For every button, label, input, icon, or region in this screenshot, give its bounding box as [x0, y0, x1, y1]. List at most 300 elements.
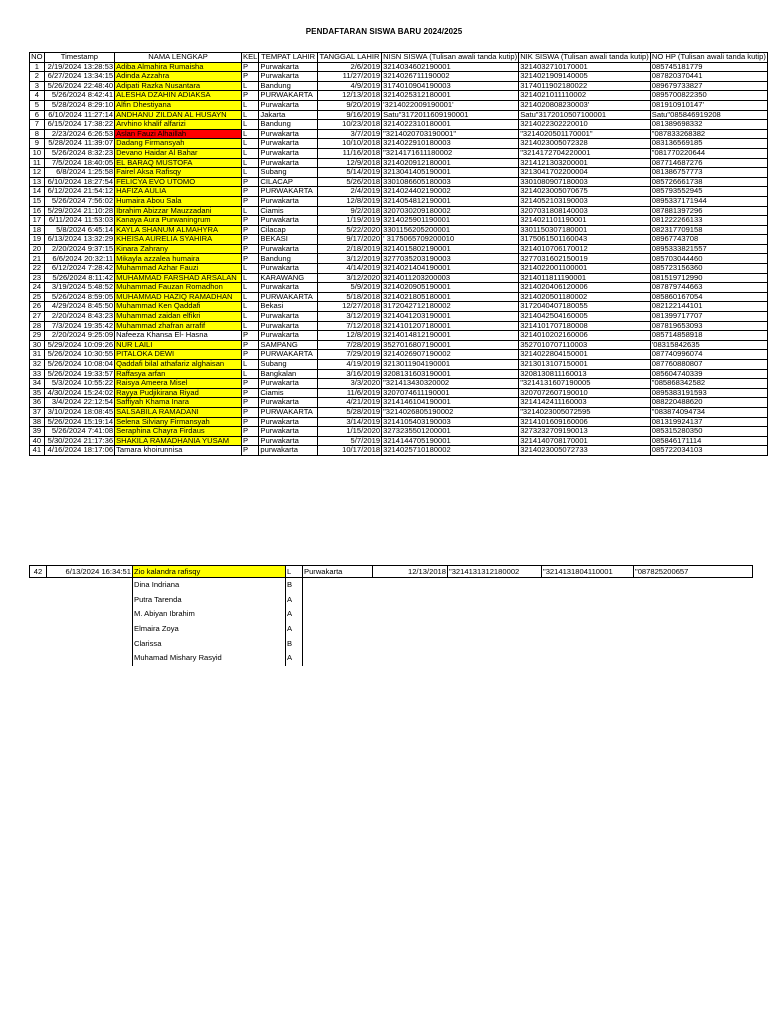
- cell-birthplace[interactable]: Bandung: [259, 120, 317, 130]
- cell-no[interactable]: 8: [30, 129, 45, 139]
- cell-nisn[interactable]: 3214014812190001: [382, 331, 519, 341]
- cell-birthdate[interactable]: 7/29/2019: [317, 350, 381, 360]
- cell-birthdate[interactable]: 5/22/2020: [317, 225, 381, 235]
- cell-no[interactable]: 1: [30, 62, 45, 72]
- cell-nisn[interactable]: 3214105403190003: [382, 417, 519, 427]
- cell-nisn[interactable]: Satu"3172011609190001: [382, 110, 519, 120]
- cell-nik[interactable]: "3214023005072595: [519, 407, 651, 417]
- cell-name[interactable]: Aslan Fauzi Alhaillah: [115, 129, 242, 139]
- cell-phone[interactable]: "083874094734: [650, 407, 767, 417]
- cell-birthplace[interactable]: Purwakarta: [259, 283, 317, 293]
- cell-no[interactable]: 37: [30, 407, 45, 417]
- cell-no[interactable]: 41: [30, 446, 45, 456]
- cell-class[interactable]: A: [286, 593, 303, 608]
- cell-gender[interactable]: L: [242, 283, 259, 293]
- cell-timestamp[interactable]: 5/26/2024 10:30:55: [44, 350, 114, 360]
- cell-name[interactable]: Dadang Firmansyah: [115, 139, 242, 149]
- cell-nik[interactable]: 3214121303200001: [519, 158, 651, 168]
- cell-nik[interactable]: 3214023005072328: [519, 139, 651, 149]
- cell-birthdate[interactable]: 2/4/2019: [317, 187, 381, 197]
- cell-name[interactable]: KAYLA SHANUM ALMAHYRA: [115, 225, 242, 235]
- cell-nisn[interactable]: 3301086605180003: [382, 177, 519, 187]
- cell-gender[interactable]: P: [242, 177, 259, 187]
- cell-birthplace[interactable]: Purwakarta: [259, 129, 317, 139]
- cell-birthdate[interactable]: 4/14/2019: [317, 264, 381, 274]
- cell-birthdate[interactable]: 11/16/2018: [317, 148, 381, 158]
- cell-nisn[interactable]: 3214041203190001: [382, 312, 519, 322]
- cell-name[interactable]: FELICYA EVO UTOMO: [115, 177, 242, 187]
- cell-name[interactable]: MUHAMMAD FARSHAD ARSALAN: [115, 273, 242, 283]
- cell-birthplace[interactable]: Jakarta: [259, 110, 317, 120]
- cell-nik[interactable]: 3214023005070675: [519, 187, 651, 197]
- cell-timestamp[interactable]: 6/11/2024 11:53:03: [44, 216, 114, 226]
- cell-nik[interactable]: 3175061501160043: [519, 235, 651, 245]
- cell-birthplace[interactable]: PURWAKARTA: [259, 187, 317, 197]
- cell-no[interactable]: 9: [30, 139, 45, 149]
- cell-name[interactable]: Arvhino khalif alfarizi: [115, 120, 242, 130]
- cell-gender[interactable]: L: [242, 100, 259, 110]
- cell-birthplace[interactable]: Cilacap: [259, 225, 317, 235]
- cell-no[interactable]: 17: [30, 216, 45, 226]
- cell-no[interactable]: 34: [30, 379, 45, 389]
- cell-name[interactable]: M. Abiyan Ibrahim: [133, 607, 286, 622]
- cell-no[interactable]: 22: [30, 264, 45, 274]
- cell-no[interactable]: 40: [30, 436, 45, 446]
- cell-nik[interactable]: 3214022302220010: [519, 120, 651, 130]
- cell-phone[interactable]: "081770220644: [650, 148, 767, 158]
- cell-nisn[interactable]: 3301156205200001: [382, 225, 519, 235]
- cell-timestamp[interactable]: 6/10/2024 18:27:54: [44, 177, 114, 187]
- cell-gender[interactable]: P: [242, 225, 259, 235]
- cell-gender[interactable]: P: [242, 187, 259, 197]
- cell-gender[interactable]: P: [242, 254, 259, 264]
- cell-name[interactable]: EL BARAQ MUSTOFA: [115, 158, 242, 168]
- cell-nik[interactable]: 3214101707180008: [519, 321, 651, 331]
- cell-gender[interactable]: L: [242, 206, 259, 216]
- cell-name[interactable]: Raisya Ameera Misel: [115, 379, 242, 389]
- cell-phone[interactable]: 087740996074: [650, 350, 767, 360]
- cell-gender[interactable]: P: [242, 62, 259, 72]
- cell-birthplace[interactable]: SAMPANG: [259, 340, 317, 350]
- cell-timestamp[interactable]: 5/26/2024 7:56:02: [44, 196, 114, 206]
- cell-birthplace[interactable]: Purwakarta: [259, 216, 317, 226]
- cell-no[interactable]: 10: [30, 148, 45, 158]
- cell-birthplace[interactable]: PURWAKARTA: [259, 292, 317, 302]
- cell-no[interactable]: 38: [30, 417, 45, 427]
- cell-nik[interactable]: 3214023005072733: [519, 446, 651, 456]
- cell-nisn[interactable]: 3214022910180003: [382, 139, 519, 149]
- cell-timestamp[interactable]: 3/10/2024 18:08:45: [44, 407, 114, 417]
- cell-name[interactable]: HAFIZA AULIA: [115, 187, 242, 197]
- cell-nik[interactable]: "3214020501170001": [519, 129, 651, 139]
- cell-nik[interactable]: 3214052103190003: [519, 196, 651, 206]
- cell-nik[interactable]: 3208130811160013: [519, 369, 651, 379]
- cell-nik[interactable]: "3214172704220001: [519, 148, 651, 158]
- cell-phone[interactable]: "085868342582: [650, 379, 767, 389]
- cell-phone[interactable]: 082317709158: [650, 225, 767, 235]
- cell-birthplace[interactable]: Purwakarta: [259, 148, 317, 158]
- cell-nisn[interactable]: 3214021404190001: [382, 264, 519, 274]
- cell-phone[interactable]: 089679733827: [650, 81, 767, 91]
- cell-no[interactable]: 30: [30, 340, 45, 350]
- cell-gender[interactable]: P: [242, 91, 259, 101]
- cell-nisn[interactable]: 3214026711190002: [382, 72, 519, 82]
- cell-name[interactable]: Adinda Azzahra: [115, 72, 242, 82]
- cell-no[interactable]: 2: [30, 72, 45, 82]
- cell-nik[interactable]: 3174011902180022: [519, 81, 651, 91]
- cell-nisn[interactable]: 3174010904190003: [382, 81, 519, 91]
- cell-birthdate[interactable]: 10/10/2018: [317, 139, 381, 149]
- cell-nisn[interactable]: "3214026805190002: [382, 407, 519, 417]
- cell-birthplace[interactable]: KARAWANG: [259, 273, 317, 283]
- cell-gender[interactable]: L: [242, 168, 259, 178]
- cell-birthdate[interactable]: 3/12/2019: [317, 312, 381, 322]
- cell-gender[interactable]: P: [242, 244, 259, 254]
- cell-birthdate[interactable]: 1/19/2019: [317, 216, 381, 226]
- cell-name[interactable]: Muhammad Ken Qaddafi: [115, 302, 242, 312]
- cell-birthplace[interactable]: Purwakarta: [259, 312, 317, 322]
- cell-gender[interactable]: L: [242, 369, 259, 379]
- cell-timestamp[interactable]: 6/12/2024 7:28:42: [44, 264, 114, 274]
- cell-timestamp[interactable]: 3/4/2024 22:12:54: [44, 398, 114, 408]
- cell-no[interactable]: 35: [30, 388, 45, 398]
- cell-name[interactable]: KHEISA AURELIA SYAHIRA: [115, 235, 242, 245]
- cell-nik[interactable]: 3214020808230003': [519, 100, 651, 110]
- cell-birthdate[interactable]: 9/2/2018: [317, 206, 381, 216]
- cell-phone[interactable]: 081910910147': [650, 100, 767, 110]
- cell-nisn[interactable]: 3214022310180001: [382, 120, 519, 130]
- cell-birthdate[interactable]: 5/26/2018: [317, 177, 381, 187]
- cell-nisn[interactable]: "3214171611180002: [382, 148, 519, 158]
- cell-nik[interactable]: 3214020406120006: [519, 283, 651, 293]
- cell-nik[interactable]: 3207072607190010: [519, 388, 651, 398]
- cell-name[interactable]: Muhammad Azhar Fauzi: [115, 264, 242, 274]
- cell-nik[interactable]: 3213013107150001: [519, 360, 651, 370]
- cell-name[interactable]: Selena Silviany Firmansyah: [115, 417, 242, 427]
- cell-birthdate[interactable]: 5/28/2019: [317, 407, 381, 417]
- cell-timestamp[interactable]: 3/19/2024 5:48:52: [44, 283, 114, 293]
- cell-timestamp[interactable]: 4/30/2024 15:24:02: [44, 388, 114, 398]
- cell-gender[interactable]: L: [286, 566, 303, 578]
- cell-timestamp[interactable]: 5/26/2024 8:59:05: [44, 292, 114, 302]
- cell-birthplace[interactable]: Purwakarta: [259, 436, 317, 446]
- cell-nik[interactable]: 3207031808140003: [519, 206, 651, 216]
- cell-name[interactable]: Dina Indriana: [133, 578, 286, 593]
- cell-gender[interactable]: P: [242, 436, 259, 446]
- cell-birthdate[interactable]: 12/13/2018: [317, 91, 381, 101]
- cell-nik[interactable]: Satu"3172010507100001: [519, 110, 651, 120]
- cell-name[interactable]: Humaira Abou Sala: [115, 196, 242, 206]
- cell-no[interactable]: 33: [30, 369, 45, 379]
- cell-timestamp[interactable]: 5/26/2024 15:19:14: [44, 417, 114, 427]
- cell-gender[interactable]: L: [242, 273, 259, 283]
- cell-timestamp[interactable]: 5/26/2024 8:11:42: [44, 273, 114, 283]
- cell-no[interactable]: 29: [30, 331, 45, 341]
- cell-no[interactable]: 13: [30, 177, 45, 187]
- cell-timestamp[interactable]: 2/19/2024 13:28:53: [44, 62, 114, 72]
- cell-timestamp[interactable]: 7/3/2024 19:35:42: [44, 321, 114, 331]
- cell-phone[interactable]: "087825200657: [634, 566, 753, 578]
- cell-nisn[interactable]: "321413430320002: [382, 379, 519, 389]
- cell-nisn[interactable]: 3214020912180001: [382, 158, 519, 168]
- cell-birthplace[interactable]: Bangkalan: [259, 369, 317, 379]
- cell-gender[interactable]: L: [242, 292, 259, 302]
- cell-birthdate[interactable]: 5/14/2019: [317, 168, 381, 178]
- cell-gender[interactable]: P: [242, 446, 259, 456]
- cell-name[interactable]: Saffiyah Khama Inara: [115, 398, 242, 408]
- cell-nisn[interactable]: 3207030209180002: [382, 206, 519, 216]
- cell-no[interactable]: 16: [30, 206, 45, 216]
- cell-name[interactable]: Putra Tarenda: [133, 593, 286, 608]
- cell-gender[interactable]: L: [242, 81, 259, 91]
- cell-nik[interactable]: 3213041702200004: [519, 168, 651, 178]
- cell-name[interactable]: Devano Haidar Al Bahar: [115, 148, 242, 158]
- cell-birthplace[interactable]: Bandung: [259, 81, 317, 91]
- cell-birthdate[interactable]: 7/28/2019: [317, 340, 381, 350]
- cell-birthdate[interactable]: 10/17/2018: [317, 446, 381, 456]
- cell-timestamp[interactable]: 5/26/2024 22:48:40: [44, 81, 114, 91]
- cell-gender[interactable]: P: [242, 72, 259, 82]
- cell-timestamp[interactable]: 5/28/2024 8:29:10: [44, 100, 114, 110]
- cell-nik[interactable]: "3214131804110001: [542, 566, 634, 578]
- cell-birthplace[interactable]: Purwakarta: [259, 379, 317, 389]
- cell-phone[interactable]: 081519712990: [650, 273, 767, 283]
- cell-phone[interactable]: Satu"085846919208: [650, 110, 767, 120]
- cell-name[interactable]: NUR LAILI: [115, 340, 242, 350]
- cell-no[interactable]: 26: [30, 302, 45, 312]
- cell-gender[interactable]: P: [242, 398, 259, 408]
- cell-phone[interactable]: 085315280350: [650, 427, 767, 437]
- cell-no[interactable]: 42: [30, 566, 47, 578]
- cell-timestamp[interactable]: 5/29/2024 21:10:28: [44, 206, 114, 216]
- cell-timestamp[interactable]: 4/16/2024 18:17:06: [44, 446, 114, 456]
- cell-nisn[interactable]: "3214131312180002: [448, 566, 542, 578]
- cell-gender[interactable]: L: [242, 120, 259, 130]
- cell-birthdate[interactable]: 12/13/2018: [373, 566, 448, 578]
- cell-birthplace[interactable]: Subang: [259, 360, 317, 370]
- cell-timestamp[interactable]: 6/8/2024 1:25:58: [44, 168, 114, 178]
- cell-no[interactable]: 5: [30, 100, 45, 110]
- cell-gender[interactable]: L: [242, 360, 259, 370]
- cell-phone[interactable]: "087833268382: [650, 129, 767, 139]
- cell-birthplace[interactable]: Bekasi: [259, 302, 317, 312]
- cell-no[interactable]: 21: [30, 254, 45, 264]
- cell-name[interactable]: Raffasya arfan: [115, 369, 242, 379]
- cell-name[interactable]: Fairel Aksa Rafisqy: [115, 168, 242, 178]
- cell-birthplace[interactable]: Subang: [259, 168, 317, 178]
- cell-gender[interactable]: L: [242, 302, 259, 312]
- cell-timestamp[interactable]: 5/26/2024 10:08:04: [44, 360, 114, 370]
- cell-birthdate[interactable]: 11/27/2019: [317, 72, 381, 82]
- cell-nisn[interactable]: 3208131603190001: [382, 369, 519, 379]
- cell-birthdate[interactable]: 3/14/2019: [317, 417, 381, 427]
- cell-gender[interactable]: P: [242, 417, 259, 427]
- cell-nisn[interactable]: 3277035203190003: [382, 254, 519, 264]
- cell-name[interactable]: Muhammad Fauzan Romadhon: [115, 283, 242, 293]
- cell-no[interactable]: 27: [30, 312, 45, 322]
- cell-nik[interactable]: 3301080907180003: [519, 177, 651, 187]
- cell-gender[interactable]: L: [242, 110, 259, 120]
- cell-name[interactable]: Qaddafi bilal athafariz alghaisan: [115, 360, 242, 370]
- cell-name[interactable]: Tamara khoirunnisa: [115, 446, 242, 456]
- cell-no[interactable]: 6: [30, 110, 45, 120]
- cell-birthplace[interactable]: PURWAKARTA: [259, 350, 317, 360]
- cell-birthdate[interactable]: 3/12/2020: [317, 273, 381, 283]
- cell-nisn[interactable]: 3214025901190001: [382, 216, 519, 226]
- cell-nik[interactable]: 3277031602150019: [519, 254, 651, 264]
- cell-no[interactable]: 24: [30, 283, 45, 293]
- cell-timestamp[interactable]: 6/27/2024 13:34:15: [44, 72, 114, 82]
- cell-phone[interactable]: 081222266133: [650, 216, 767, 226]
- cell-birthplace[interactable]: Purwakarta: [259, 62, 317, 72]
- cell-timestamp[interactable]: 5/8/2024 6:45:14: [44, 225, 114, 235]
- cell-nik[interactable]: 3214021101190001: [519, 216, 651, 226]
- cell-birthdate[interactable]: 3/12/2019: [317, 254, 381, 264]
- cell-birthdate[interactable]: 12/8/2019: [317, 331, 381, 341]
- cell-name[interactable]: ALESHA DZAHIN ADIAKSA: [115, 91, 242, 101]
- cell-nik[interactable]: 3527010707110003: [519, 340, 651, 350]
- cell-no[interactable]: 7: [30, 120, 45, 130]
- cell-birthplace[interactable]: Purwakarta: [259, 139, 317, 149]
- cell-birthdate[interactable]: 12/9/2018: [317, 158, 381, 168]
- cell-name[interactable]: Elmaira Zoya: [133, 622, 286, 637]
- cell-timestamp[interactable]: 2/20/2024 9:25:09: [44, 331, 114, 341]
- cell-birthplace[interactable]: Bandung: [259, 254, 317, 264]
- cell-timestamp[interactable]: 5/26/2024 19:33:57: [44, 369, 114, 379]
- cell-name[interactable]: Muhammad zhafran arrafif: [115, 321, 242, 331]
- cell-nisn[interactable]: 3214020905190001: [382, 283, 519, 293]
- cell-no[interactable]: 18: [30, 225, 45, 235]
- cell-nik[interactable]: 3214140708170001: [519, 436, 651, 446]
- cell-birthplace[interactable]: PURWAKARTA: [259, 407, 317, 417]
- cell-gender[interactable]: P: [242, 379, 259, 389]
- cell-nisn[interactable]: 3214146104190001: [382, 398, 519, 408]
- cell-class[interactable]: B: [286, 636, 303, 651]
- cell-phone[interactable]: 0895383191593: [650, 388, 767, 398]
- cell-nisn[interactable]: 3214026907190002: [382, 350, 519, 360]
- cell-gender[interactable]: L: [242, 321, 259, 331]
- cell-birthdate[interactable]: 1/15/2020: [317, 427, 381, 437]
- cell-nik[interactable]: 3301150307180001: [519, 225, 651, 235]
- cell-name[interactable]: MUHAMMAD HAZIQ RAMADHAN: [115, 292, 242, 302]
- cell-nisn[interactable]: 3214101207180001: [382, 321, 519, 331]
- cell-nisn[interactable]: 3214025710180002: [382, 446, 519, 456]
- cell-nik[interactable]: 3214101609160006: [519, 417, 651, 427]
- cell-gender[interactable]: L: [242, 139, 259, 149]
- cell-class[interactable]: B: [286, 578, 303, 593]
- cell-birthplace[interactable]: Purwakarta: [259, 158, 317, 168]
- cell-name[interactable]: SHAKILA RAMADHANIA YUSAM: [115, 436, 242, 446]
- cell-phone[interactable]: 087714687276: [650, 158, 767, 168]
- cell-no[interactable]: 3: [30, 81, 45, 91]
- cell-phone[interactable]: 08967743708: [650, 235, 767, 245]
- cell-birthplace[interactable]: Purwakarta: [259, 398, 317, 408]
- cell-class[interactable]: A: [286, 607, 303, 622]
- cell-nisn[interactable]: 3214024402190002: [382, 187, 519, 197]
- cell-phone[interactable]: 087881397296: [650, 206, 767, 216]
- cell-phone[interactable]: 081386757773: [650, 168, 767, 178]
- cell-name[interactable]: PITALOKA DEWI: [115, 350, 242, 360]
- cell-timestamp[interactable]: 6/13/2024 16:34:51: [47, 566, 133, 578]
- cell-no[interactable]: 28: [30, 321, 45, 331]
- cell-birthplace[interactable]: purwakarta: [259, 446, 317, 456]
- cell-name[interactable]: Kinara Zahrany: [115, 244, 242, 254]
- cell-gender[interactable]: P: [242, 388, 259, 398]
- cell-nisn[interactable]: 3214021805180001: [382, 292, 519, 302]
- cell-no[interactable]: 15: [30, 196, 45, 206]
- cell-birthdate[interactable]: 9/20/2019: [317, 100, 381, 110]
- cell-timestamp[interactable]: 5/30/2024 21:17:36: [44, 436, 114, 446]
- cell-nik[interactable]: 3214032710170001: [519, 62, 651, 72]
- cell-gender[interactable]: P: [242, 196, 259, 206]
- cell-birthplace[interactable]: Purwakarta: [259, 72, 317, 82]
- cell-no[interactable]: 39: [30, 427, 45, 437]
- cell-name[interactable]: Mikayla azzalea humaira: [115, 254, 242, 264]
- cell-gender[interactable]: P: [242, 235, 259, 245]
- cell-name[interactable]: Rayya Pudjikirana Riyad: [115, 388, 242, 398]
- cell-nik[interactable]: 3172040407180055: [519, 302, 651, 312]
- cell-nisn[interactable]: 3214054812190001: [382, 196, 519, 206]
- cell-timestamp[interactable]: 5/26/2024 8:42:41: [44, 91, 114, 101]
- cell-birthdate[interactable]: 5/7/2019: [317, 436, 381, 446]
- cell-name[interactable]: Muhamad Mishary Rasyid: [133, 651, 286, 666]
- cell-timestamp[interactable]: 6/10/2024 11:27:14: [44, 110, 114, 120]
- cell-phone[interactable]: 0895333821557: [650, 244, 767, 254]
- cell-birthplace[interactable]: Purwakarta: [259, 196, 317, 206]
- cell-nisn[interactable]: 3172042712180002: [382, 302, 519, 312]
- cell-phone[interactable]: 082122144101: [650, 302, 767, 312]
- cell-phone[interactable]: '08315842635: [650, 340, 767, 350]
- cell-timestamp[interactable]: 6/12/2024 21:54:12: [44, 187, 114, 197]
- cell-gender[interactable]: P: [242, 216, 259, 226]
- cell-nik[interactable]: 3214010706170012: [519, 244, 651, 254]
- cell-name[interactable]: Adiba Almahira Rumaisha: [115, 62, 242, 72]
- cell-phone[interactable]: 083136569185: [650, 139, 767, 149]
- cell-phone[interactable]: 085726661738: [650, 177, 767, 187]
- cell-gender[interactable]: L: [242, 312, 259, 322]
- cell-no[interactable]: 11: [30, 158, 45, 168]
- cell-phone[interactable]: 085714858918: [650, 331, 767, 341]
- cell-birthdate[interactable]: 12/8/2019: [317, 196, 381, 206]
- cell-no[interactable]: 23: [30, 273, 45, 283]
- cell-nik[interactable]: "3214131607190005: [519, 379, 651, 389]
- cell-timestamp[interactable]: 5/3/2024 10:55:22: [44, 379, 114, 389]
- cell-nisn[interactable]: 3214025312180001: [382, 91, 519, 101]
- cell-phone[interactable]: 0895700822350: [650, 91, 767, 101]
- cell-gender[interactable]: P: [242, 340, 259, 350]
- cell-birthplace[interactable]: Purwakarta: [259, 331, 317, 341]
- cell-phone[interactable]: 085745181779: [650, 62, 767, 72]
- cell-birthdate[interactable]: 9/17/2020: [317, 235, 381, 245]
- cell-birthdate[interactable]: 7/12/2018: [317, 321, 381, 331]
- cell-phone[interactable]: 087819653093: [650, 321, 767, 331]
- cell-name[interactable]: Clarissa: [133, 636, 286, 651]
- cell-gender[interactable]: P: [242, 350, 259, 360]
- cell-nisn[interactable]: 3213041405190001: [382, 168, 519, 178]
- cell-no[interactable]: 12: [30, 168, 45, 178]
- cell-name[interactable]: ANDHANU ZILDAN AL HUSAYN: [115, 110, 242, 120]
- cell-nisn[interactable]: '3214022009190001': [382, 100, 519, 110]
- cell-birthplace[interactable]: Purwakarta: [259, 244, 317, 254]
- cell-name[interactable]: Alfin Dhestiyana: [115, 100, 242, 110]
- cell-nik[interactable]: 3214042504160005: [519, 312, 651, 322]
- cell-name[interactable]: SALSABILA RAMADANI: [115, 407, 242, 417]
- cell-birthdate[interactable]: 4/19/2019: [317, 360, 381, 370]
- cell-phone[interactable]: 087879744663: [650, 283, 767, 293]
- cell-nik[interactable]: 3214010202160006: [519, 331, 651, 341]
- cell-birthplace[interactable]: Purwakarta: [259, 100, 317, 110]
- cell-gender[interactable]: P: [242, 407, 259, 417]
